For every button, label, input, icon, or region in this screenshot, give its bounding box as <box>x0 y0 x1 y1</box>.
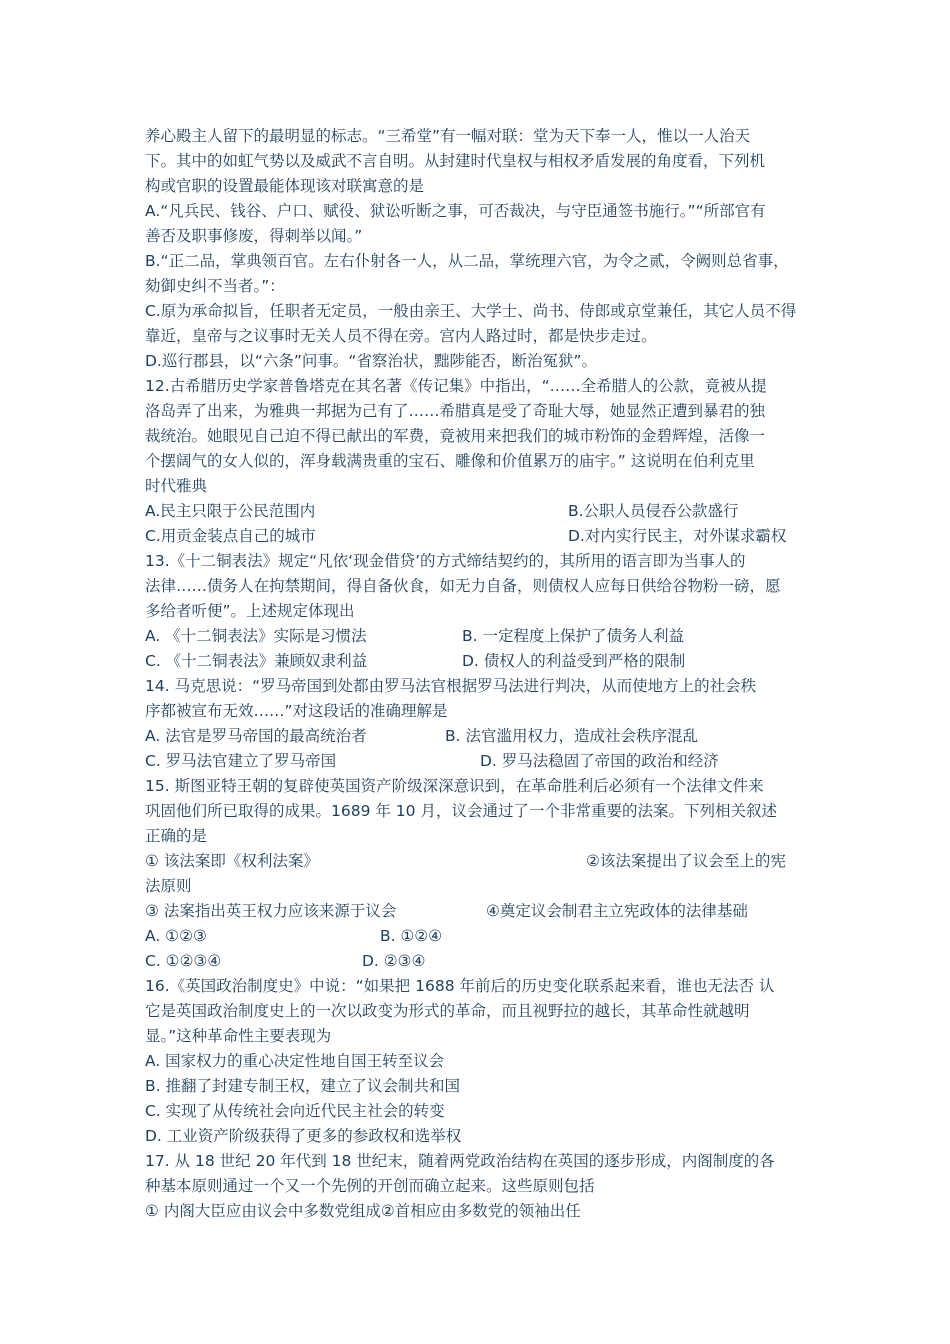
q12-option-c: C.用贡金装点自己的城市 <box>145 527 316 545</box>
question-14: 14. 马克思说：“罗马帝国到处都由罗马法官根据罗马法进行判决，从而使地方上的社会秩 <box>145 677 757 695</box>
q15-option-b: B. ①②④ <box>380 927 443 945</box>
text-line: 显。”这种革命性主要表现为 <box>145 1027 332 1045</box>
option-a: A.“凡兵民、钱谷、户口、赋役、狱讼听断之事，可否裁决，与守臣通签书施行。”“所部官有 <box>145 202 766 220</box>
text-line: 正确的是 <box>145 827 208 845</box>
q15-statement-4: ④奠定议会制君主立宪政体的法律基础 <box>486 902 748 920</box>
q15-option-c: C. ①②③④ <box>145 952 222 970</box>
q16-option-d: D. 工业资产阶级获得了更多的参政权和选举权 <box>145 1127 462 1145</box>
q15-statement-2: ②该法案提出了议会至上的宪 <box>586 852 786 870</box>
q14-option-d: D. 罗马法稳固了帝国的政治和经济 <box>480 752 719 770</box>
text-line: 养心殿主人留下的最明显的标志。“三希堂”有一幅对联：堂为天下奉一人，惟以一人治天 <box>145 127 751 145</box>
q13-option-c: C. 《十二铜表法》兼顾奴隶利益 <box>145 652 368 670</box>
q14-option-b: B. 法官滥用权力，造成社会秩序混乱 <box>445 727 698 745</box>
text-line: 多给者听便”。上述规定体现出 <box>145 602 355 620</box>
option-b: B.“正二品，掌典领百官。左右仆射各一人，从二品，掌统理六官，为令之贰，令阙则总省事， <box>145 252 789 270</box>
text-line: 法原则 <box>145 877 192 895</box>
text-line: 法律……债务人在拘禁期间，得自备伙食，如无力自备，则债权人应每日供给谷物粉一磅，愿 <box>145 577 781 595</box>
text-line: 靠近，皇帝与之议事时无关人员不得在旁。宫内人路过时，都是快步走过。 <box>145 327 657 345</box>
q15-option-d: D. ②③④ <box>362 952 426 970</box>
question-17: 17. 从 18 世纪 20 年代到 18 世纪末，随着两党政治结构在英国的逐步形成，内阁制度的各 <box>145 1152 775 1170</box>
question-12: 12.古希腊历史学家普鲁塔克在其名著《传记集》中指出，“……全希腊人的公款，竟被从提 <box>145 377 767 395</box>
question-13: 13.《十二铜表法》规定“凡依‘现金借贷’的方式缔结契约的，其所用的语言即为当事人的 <box>145 552 746 570</box>
text-line: 洛岛弄了出来，为雅典一邦据为己有了……希腊真是受了奇耻大辱，她显然正遭到暴君的独 <box>145 402 766 420</box>
question-16: 16.《英国政治制度史》中说：“如果把 1688 年前后的历史变化联系起来看，谁也无法否 认 <box>145 977 775 995</box>
text-line: 善否及职事修废，得刺举以闻。” <box>145 227 363 245</box>
q13-option-a: A. 《十二铜表法》实际是习惯法 <box>145 627 367 645</box>
text-line: 裁统治。她眼见自己迫不得已献出的军费，竟被用来把我们的城市粉饰的金碧辉煌，活像一 <box>145 427 766 445</box>
text-line: 个摆阔气的女人似的，浑身载满贵重的宝石、雕像和价值累万的庙宇。” 这说明在伯利克里 <box>145 452 755 470</box>
q14-option-a: A. 法官是罗马帝国的最高统治者 <box>145 727 367 745</box>
question-15: 15. 斯图亚特王朝的复辟使英国资产阶级深深意识到，在革命胜利后必须有一个法律文件来 <box>145 777 764 795</box>
q16-option-b: B. 推翻了封建专制王权，建立了议会制共和国 <box>145 1077 460 1095</box>
q13-option-d: D. 债权人的利益受到严格的限制 <box>462 652 686 670</box>
text-line: 它是英国政治制度史上的一次以政变为形式的革命，而且视野拉的越长，其革命性就越明 <box>145 1002 750 1020</box>
q16-option-c: C. 实现了从传统社会向近代民主社会的转变 <box>145 1102 445 1120</box>
q12-option-a: A.民主只限于公民范围内 <box>145 502 316 520</box>
q15-statement-1: ① 该法案即《权利法案》 <box>145 852 319 870</box>
q14-option-c: C. 罗马法官建立了罗马帝国 <box>145 752 337 770</box>
text-line: ① 内阁大臣应由议会中多数党组成②首相应由多数党的领袖出任 <box>145 1202 581 1220</box>
text-line: 巩固他们所已取得的成果。1689 年 10 月，议会通过了一个非常重要的法案。下列相关叙述 <box>145 802 777 820</box>
option-c: C.原为承命拟旨，任职者无定员，一般由亲王、大学士、尚书、侍郎或京堂兼任，其它人员不得 <box>145 302 797 320</box>
option-d: D.巡行郡县，以“六条”问事。“省察治状，黜陟能否，断治冤狱”。 <box>145 352 597 370</box>
q16-option-a: A. 国家权力的重心决定性地自国王转至议会 <box>145 1052 445 1070</box>
q12-option-b: B.公职人员侵吞公款盛行 <box>568 502 739 520</box>
text-line: 时代雅典 <box>145 477 208 495</box>
text-line: 下。其中的如虹气势以及威武不言自明。从封建时代皇权与相权矛盾发展的角度看，下列机 <box>145 152 766 170</box>
text-line: 序都被宣布无效……”对这段话的准确理解是 <box>145 702 448 720</box>
text-line: 劾御史纠不当者。”： <box>145 277 285 295</box>
q12-option-d: D.对内实行民主，对外谋求霸权 <box>568 527 787 545</box>
q15-option-a: A. ①②③ <box>145 927 207 945</box>
q15-statement-3: ③ 法案指出英王权力应该来源于议会 <box>145 902 397 920</box>
q13-option-b: B. 一定程度上保护了债务人利益 <box>462 627 684 645</box>
text-line: 种基本原则通过一个又一个先例的开创而确立起来。这些原则包括 <box>145 1177 595 1195</box>
text-line: 构或官职的设置最能体现该对联寓意的是 <box>145 177 425 195</box>
